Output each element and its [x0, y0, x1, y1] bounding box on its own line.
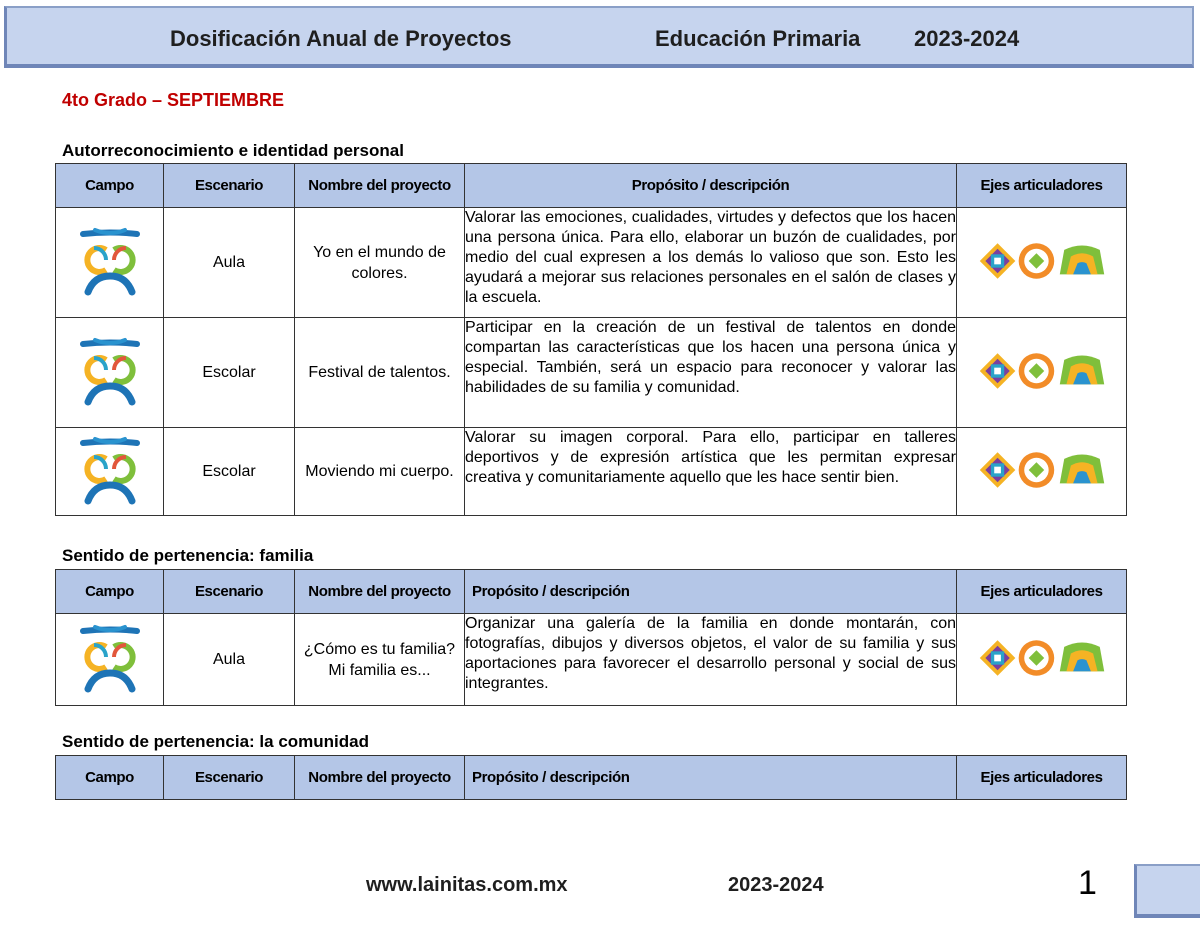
page-corner-box [1134, 864, 1200, 918]
section-title: Sentido de pertenencia: familia [62, 546, 314, 565]
table-row [56, 614, 1127, 706]
nombre-cell: Festival de talentos. [295, 318, 465, 428]
section-title: Sentido de pertenencia: la comunidad [62, 732, 369, 751]
escenario-cell: Escolar [164, 428, 295, 516]
campo-cell [56, 208, 164, 318]
ejes-articuladores-icon [972, 450, 1112, 490]
page-number: 1 [1078, 864, 1097, 902]
col-proposito: Propósito / descripción [465, 756, 957, 800]
col-nombre: Nombre del proyecto [295, 570, 465, 614]
table-row [56, 318, 1127, 428]
col-escenario: Escenario [164, 756, 295, 800]
table-header-row [56, 164, 1127, 208]
ejes-articuladores-icon [972, 351, 1112, 391]
col-campo: Campo [56, 570, 164, 614]
col-proposito: Propósito / descripción [465, 164, 957, 208]
nombre-cell: Yo en el mundo de colores. [295, 208, 465, 318]
col-ejes: Ejes articuladores [957, 164, 1127, 208]
campo-formativo-icon [78, 623, 142, 693]
col-nombre: Nombre del proyecto [295, 756, 465, 800]
escenario-cell: Escolar [164, 318, 295, 428]
table-row [56, 208, 1127, 318]
section-title: Autorreconocimiento e identidad personal [62, 141, 404, 160]
col-nombre: Nombre del proyecto [295, 164, 465, 208]
campo-cell [56, 318, 164, 428]
campo-formativo-icon [78, 226, 142, 296]
school-year: 2023-2024 [914, 26, 1020, 51]
ejes-cell [957, 208, 1127, 318]
proposito-cell: Valorar las emociones, cualidades, virtudes y defectos que los hacen una persona única. Para ello, elaborar un buzón de cualidades, por medio del cual expresen a los demás lo valioso que son. Esto les ayudará a mejorar sus relaciones personales en el salón de clases y la escuela. [465, 208, 957, 318]
campo-cell [56, 428, 164, 516]
col-campo: Campo [56, 756, 164, 800]
campo-formativo-icon [78, 336, 142, 406]
col-campo: Campo [56, 164, 164, 208]
col-ejes: Ejes articuladores [957, 756, 1127, 800]
footer-website: www.lainitas.com.mx [366, 874, 568, 896]
grade-month-heading: 4to Grado – SEPTIEMBRE [62, 90, 285, 110]
document-header [4, 6, 1194, 68]
escenario-cell: Aula [164, 614, 295, 706]
ejes-articuladores-icon [972, 241, 1112, 281]
projects-table [55, 569, 1127, 706]
col-escenario: Escenario [164, 164, 295, 208]
ejes-cell [957, 428, 1127, 516]
ejes-cell [957, 318, 1127, 428]
projects-table [55, 163, 1127, 516]
col-proposito: Propósito / descripción [465, 570, 957, 614]
ejes-articuladores-icon [972, 638, 1112, 678]
proposito-cell: Participar en la creación de un festival de talentos en donde compartan las características que los hacen una persona única y especial. También, será un espacio para reconocer y valorar las habilidades de su familia y comunidad. [465, 318, 957, 428]
col-ejes: Ejes articuladores [957, 570, 1127, 614]
document-title: Dosificación Anual de Proyectos [170, 26, 512, 51]
table-row [56, 428, 1127, 516]
projects-table [55, 755, 1127, 800]
education-level: Educación Primaria [655, 26, 861, 51]
col-escenario: Escenario [164, 570, 295, 614]
table-header-row [56, 756, 1127, 800]
proposito-cell: Organizar una galería de la familia en donde montarán, con fotografías, dibujos y diversos objetos, el valor de su familia y sus aportaciones para favorecer el desarrollo personal y social de sus integrantes. [465, 614, 957, 706]
proposito-cell: Valorar su imagen corporal. Para ello, participar en talleres deportivos y de expresión artística que les permitan expresar creativa y comunitariamente aquello que les hace sentir bien. [465, 428, 957, 516]
ejes-cell [957, 614, 1127, 706]
nombre-cell: ¿Cómo es tu familia? Mi familia es... [295, 614, 465, 706]
campo-formativo-icon [78, 435, 142, 505]
footer-year: 2023-2024 [728, 874, 824, 896]
campo-cell [56, 614, 164, 706]
escenario-cell: Aula [164, 208, 295, 318]
table-header-row [56, 570, 1127, 614]
nombre-cell: Moviendo mi cuerpo. [295, 428, 465, 516]
